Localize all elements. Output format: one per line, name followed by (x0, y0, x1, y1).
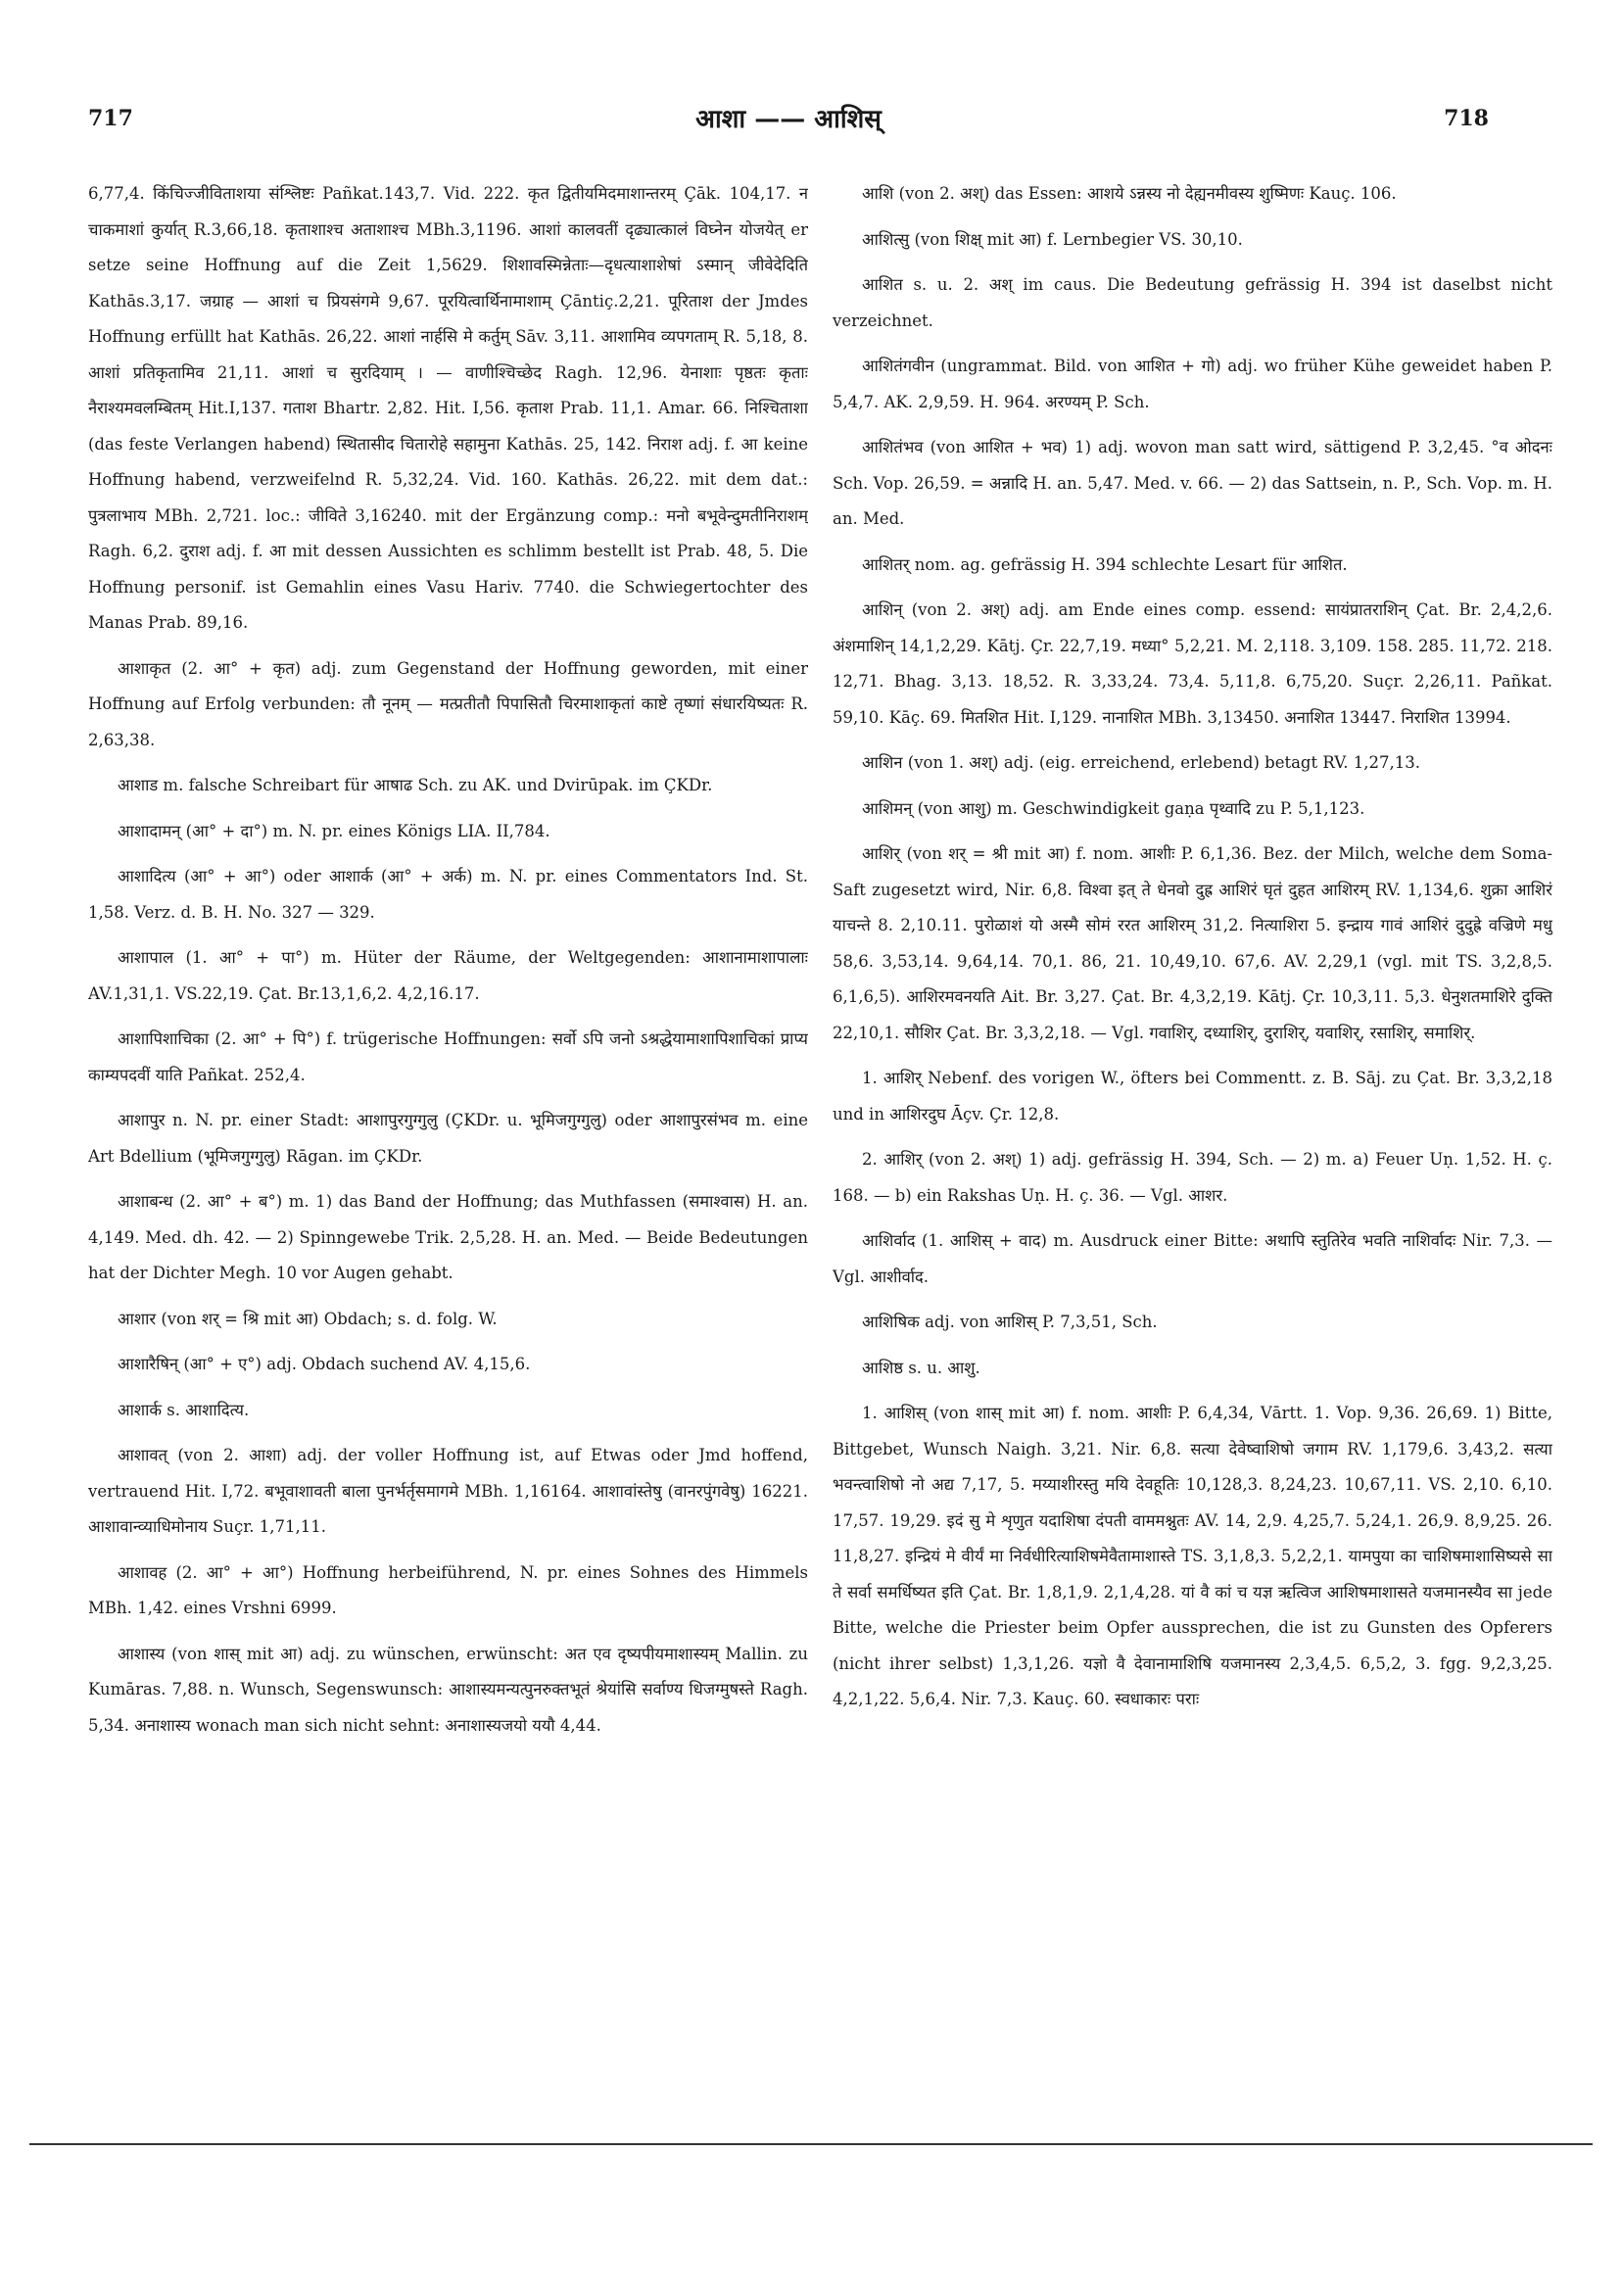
entry: आशारैषिन् (आ° + ए°) adj. Obdach suchend AV. 4,15,6. (118, 1355, 531, 1373)
entry: आशास्य (von शास् mit आ) adj. zu wünschen, erwünscht: अत एव दृष्यपीयमाशास्यम् Mallin. zu Kumāras. 7,88. n. Wunsch, Segenswunsch: आशास्यमन्यत्पुनरुक्तभूतं श्रेयांसि सर्वाण्य धिजग्मुषस्ते Ragh. 5,34. अनाशास्य wonach man sich nicht sehnt: अनाशास्यजयो ययौ 4,44. (88, 1644, 808, 1735)
entry: आशिषिक adj. von आशिस् P. 7,3,51, Sch. (862, 1313, 1158, 1331)
entry: आशार्क s. आशादित्य. (118, 1400, 250, 1419)
left-column (88, 176, 808, 2096)
entry: आशापिशाचिका (2. आ° + पि°) f. trügerische Hoffnungen: सर्वो ऽपि जनो ऽश्रद्धेयामाशापिशाचिकां प्राप्य काम्यपदवीं याति Pañkat. 252,4. (88, 1029, 808, 1084)
entry: आशाड m. falsche Schreibart für आषाढ Sch. zu AK. und Dvirūpak. im ÇKDr. (118, 776, 713, 794)
entry: आशितर् nom. ag. gefrässig H. 394 schlechte Lesart für आशित. (862, 554, 1348, 574)
entry: आशिष्ठ s. u. आशु. (862, 1358, 980, 1377)
right-column (833, 176, 1552, 2096)
entry: आशितंभव (von आशित + भव) 1) adj. wovon man satt wird, sättigend P. 3,2,45. °व ओदनः Sch. Vop. 26,59. = अन्नादि H. an. 5,47. Med. v. 66. — 2) das Sattsein, n. P., Sch. Vop. m. H. an. Med. (833, 438, 1552, 528)
entry: आशादामन् (आ° + दा°) m. N. pr. eines Königs LIA. II,784. (118, 821, 550, 840)
entry: आशित्सु (von शिक्ष् mit आ) f. Lernbegier VS. 30,10. (862, 229, 1243, 249)
entry: 2. आशिर् (von 2. अश्) 1) adj. gefrässig H. 394, Sch. — 2) m. a) Feuer Uṇ. 1,52. H. ç. 168. — b) ein Rakshas Uṇ. H. ç. 36. — Vgl. आशर. (833, 1150, 1552, 1205)
entry: आशिमन् (von आशु) m. Geschwindigkeit gaṇa पृथ्वादि zu P. 5,1,123. (862, 798, 1365, 818)
entry: आशित s. u. 2. अश् im caus. Die Bedeutung gefrässig H. 394 ist daselbst nicht verzeichnet. (833, 275, 1552, 330)
bottom-rule (29, 2143, 1593, 2145)
entry: आशिन (von 1. अश्) adj. (eig. erreichend, erlebend) betagt RV. 1,27,13. (862, 753, 1420, 772)
entry: आशार (von शर् = श्रि mit आ) Obdach; s. d. folg. W. (118, 1309, 498, 1328)
running-head: आशा —— आशिस् (695, 105, 882, 134)
entry: आशादित्य (आ° + आ°) oder आशार्क (आ° + अर्क) m. N. pr. eines Commentators Ind. St. 1,58. Verz. d. B. H. No. 327 — 329. (88, 867, 808, 922)
entry: 1. आशिर् Nebenf. des vorigen W., öfters bei Commentt. z. B. Sāj. zu Çat. Br. 3,3,2,18 und in आशिरदुघ Āçv. Çr. 12,8. (833, 1069, 1552, 1124)
entry: आशावत् (von 2. आशा) adj. der voller Hoffnung ist, auf Etwas oder Jmd hoffend, vertrauend Hit. I,72. बभूवाशावती बाला पुनर्भर्तृसमागमे MBh. 1,16164. आशावांस्तेषु (वानरपुंगवेषु) 16221. आशावान्व्याधिमोनाय Suçr. 1,71,11. (88, 1446, 808, 1536)
entry: आशिर् (von शर् = श्री mit आ) f. nom. आशीः P. 6,1,36. Bez. der Milch, welche dem Soma-Saft zugesetzt wird, Nir. 6,8. विश्वा इत् ते धेनवो दुह्र आशिरं घृतं दुहत आशिरम् RV. 1,134,6. शुक्रा आशिरं याचन्ते 8. 2,10.11. पुरोळाशं यो अस्मै सोमं ररत आशिरम् 31,2. नित्याशिरा 5. इन्द्राय गावं आशिरं दुदुह्रे वज्रिणे मधु 58,6. 3,53,14. 9,64,14. 70,1. 86, 21. 10,49,10. 67,6. AV. 2,29,1 (vgl. mit TS. 3,2,8,5. 6,1,6,5). आशिरमवनयति Ait. Br. 3,27. Çat. Br. 4,3,2,19. Kātj. Çr. 10,3,11. 5,3. धेनुशतमाशिरे दुक्ति 22,10,1. सौशिर Çat. Br. 3,3,2,18. — Vgl. गवाशिर्, दध्याशिर्, दुराशिर्, यवाशिर्, रसाशिर्, समाशिर्. (833, 844, 1552, 1042)
entry: आशाकृत (2. आ° + कृत) adj. zum Gegenstand der Hoffnung geworden, mit einer Hoffnung auf Erfolg verbunden: तौ नूनम् — मत्प्रतीतौ पिपासितौ चिरमाशाकृतां काष्टे तृष्णां संधारयिष्यतः R. 2,63,38. (88, 658, 808, 749)
page-header (88, 106, 1489, 155)
entry: आशापुर n. N. pr. einer Stadt: आशापुरगुग्गुलु (ÇKDr. u. भूमिजगुग्गुलु) oder आशापुरसंभव m. eine Art Bdellium (भूमिजगुग्गुलु) Rāgan. im ÇKDr. (88, 1111, 808, 1166)
entry: आशापाल (1. आ° + पा°) m. Hüter der Räume, der Weltgegenden: आशानामाशापालाः AV.1,31,1. VS.22,19. Çat. Br.13,1,6,2. 4,2,16.17. (88, 948, 808, 1003)
entry: आशि (von 2. अश्) das Essen: आशये ऽन्नस्य नो देह्यनमीवस्य शुष्मिणः Kauç. 106. (862, 184, 1397, 203)
entry: आशाबन्ध (2. आ° + ब°) m. 1) das Band der Hoffnung; das Muthfassen (समाश्वास) H. an. 4,149. Med. dh. 42. — 2) Spinngewebe Trik. 2,5,28. H. an. Med. — Beide Bedeutungen hat der Dichter Megh. 10 vor Augen gehabt. (88, 1192, 808, 1282)
entry: आशिर्वाद (1. आशिस् + वाद) m. Ausdruck einer Bitte: अथापि स्तुतिरेव भवति नाशिर्वादः Nir. 7,3. — Vgl. आशीर्वाद. (833, 1231, 1552, 1286)
right-page-number: 718 (1444, 106, 1489, 131)
entry: आशावह (2. आ° + आ°) Hoffnung herbeiführend, N. pr. eines Sohnes des Himmels MBh. 1,42. eines Vrshni 6999. (88, 1562, 808, 1617)
left-page-number: 717 (88, 106, 133, 131)
entry: आशिन् (von 2. अश्) adj. am Ende eines comp. essend: सायंप्रातराशिन् Çat. Br. 2,4,2,6. अंशमाशिन् 14,1,2,29. Kātj. Çr. 22,7,19. मध्या° 5,2,21. M. 2,118. 3,109. 158. 285. 11,72. 218. 12,71. Bhag. 3,13. 18,52. R. 3,33,24. 73,4. 5,11,8. 6,75,20. Suçr. 2,26,11. Pañkat. 59,10. Kāç. 69. मितशित Hit. I,129. नानाशित MBh. 3,13450. अनाशित 13447. निराशित 13994. (833, 600, 1552, 727)
entry: 6,77,4. किंचिज्जीविताशया संश्लिष्टः Pañkat.143,7. Vid. 222. कृत द्वितीयमिदमाशान्तरम् Çāk. 104,17. न चाकमाशां कुर्यात् R.3,66,18. कृताशाश्च अताशाश्च MBh.3,1196. आशां कालवतीं दृढ्यात्कालं विघ्नेन योजयेत् er setze seine Hoffnung auf die Zeit 1,5629. शिशावस्मिन्नेताः—दृधत्याशाशेषां ऽस्मान् जीवेदेदिति Kathās.3,17. जग्राह — आशां च प्रियसंगमे 9,67. पूरयित्वार्थिनामाशाम् Çāntiç.2,21. पूरिताश der Jmdes Hoffnung erfüllt hat Kathās. 26,22. आशां नार्हसि मे कर्तुम् Sāv. 3,11. आशामिव व्यपगताम् R. 5,18, 8. आशां प्रतिकृतामिव 21,11. आशां च सुरदियाम् । — वाणीश्चिच्छेद Ragh. 12,96. येनाशाः पृष्ठतः कृताः नैराश्यमवलम्बितम् Hit.I,137. गताश Bhartr. 2,82. Hit. I,56. कृताश Prab. 11,1. Amar. 66. निश्चिताशा (das feste Verlangen habend) स्थितासीद चितारोहे सहामुना Kathās. 25, 142. निराश adj. f. आ keine Hoffnung habend, verzweifelnd R. 5,32,24. Vid. 160. Kathās. 26,22. mit dem dat.: पुत्रलाभाय MBh. 2,721. loc.: जीविते 3,16240. mit der Ergänzung comp.: मनो बभूवेन्दुमतीनिराशम् Ragh. 6,2. दुराश adj. f. आ mit dessen Aussichten es schlimm bestellt ist Prab. 48, 5. Die Hoffnung personif. ist Gemahlin eines Vasu Hariv. 7740. die Schwiegertochter des Manas Prab. 89,16. (88, 184, 808, 632)
entry: आशितंगवीन (ungrammat. Bild. von आशित + गो) adj. wo früher Kühe geweidet haben P. 5,4,7. AK. 2,9,59. H. 964. अरण्यम् P. Sch. (833, 357, 1552, 411)
entry: 1. आशिस् (von शास् mit आ) f. nom. आशीः P. 6,4,34, Vārtt. 1. Vop. 9,36. 26,69. 1) Bitte, Bittgebet, Wunsch Naigh. 3,21. Nir. 6,8. सत्या देवेष्वाशिषो जगाम RV. 1,179,6. 3,43,2. सत्या भवन्त्वाशिषो नो अद्य 7,17, 5. मय्याशीरस्तु मयि देवहूतिः 10,128,3. 8,24,23. 10,67,11. VS. 2,10. 6,10. 17,57. 19,29. इदं सु मे शृणुत यदाशिषा दंपती वाममश्नुतः AV. 14, 2,9. 4,25,7. 5,24,1. 26,9. 8,9,25. 26. 11,8,27. इन्द्रियं मे वीर्यं मा निर्वधीरित्याशिषमेवैतामाशास्ते TS. 3,1,8,3. 5,2,2,1. यामपुया का चाशिषमाशासिष्यसे सा ते सर्वा समर्धिष्यत इति Çat. Br. 1,8,1,9. 2,1,4,28. यां वै कां च यज्ञ ऋत्विज आशिषमाशासते यजमानस्यैव सा jede Bitte, welche die Priester beim Opfer aussprechen, die ist zu Gunsten des Opferers (nicht ihrer selbst) 1,3,1,26. यज्ञो वै देवानामाशिषि यजमानस्य 2,3,4,5. 6,5,2, 3. fgg. 9,2,3,25. 4,2,1,22. 5,6,4. Nir. 7,3. Kauç. 60. स्वधाकारः पराः (833, 1404, 1552, 1708)
